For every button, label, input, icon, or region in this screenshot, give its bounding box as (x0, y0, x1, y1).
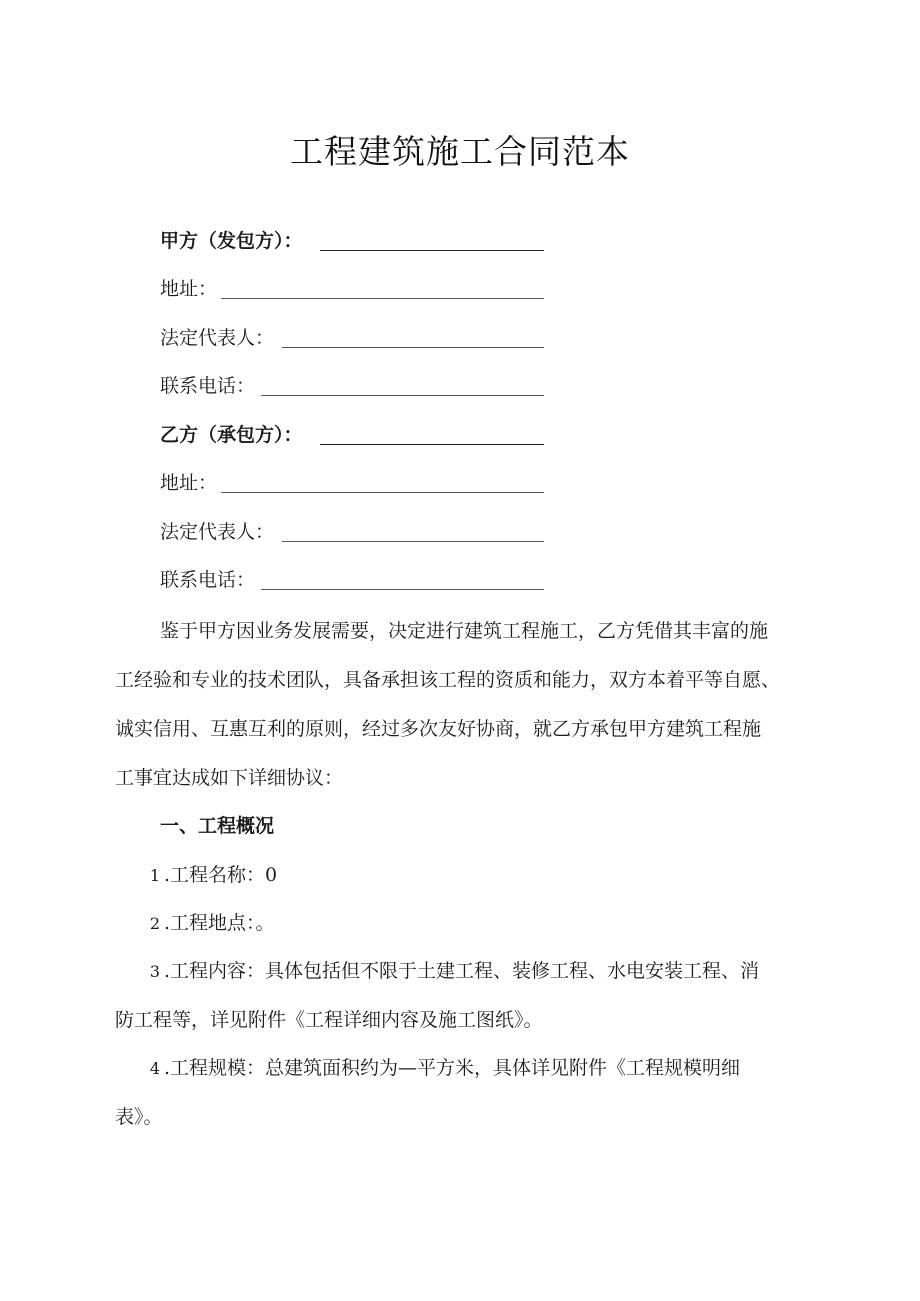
party-a-address-field (160, 274, 217, 304)
party-b-field (160, 420, 303, 450)
intro-line-2: 工经验和专业的技术团队，具备承担该工程的资质和能力，双方本着平等自愿、 (115, 669, 781, 691)
item-text: .工程名称：0 (164, 864, 278, 886)
item-number: 4 (149, 1059, 160, 1078)
party-b-blank[interactable] (320, 444, 544, 445)
intro-line-4: 工事宜达成如下详细协议： (115, 767, 344, 789)
item-text-continued: 表》。 (115, 1106, 163, 1128)
party-a-phone-label: 联系电话： (160, 375, 256, 397)
section-1-heading: 一、工程概况 (160, 815, 275, 837)
party-a-address-label: 地址： (160, 278, 218, 300)
party-a-phone-field (160, 371, 255, 401)
item-text-continued: 防工程等，详见附件《工程详细内容及施工图纸》。 (115, 1009, 543, 1031)
party-b-phone-field (160, 565, 255, 595)
party-b-address-blank[interactable] (221, 492, 544, 493)
party-a-blank[interactable] (320, 250, 544, 251)
party-a-label: 甲方（发包方）： (160, 230, 303, 252)
party-b-phone-blank[interactable] (261, 589, 544, 590)
party-a-phone-blank[interactable] (261, 395, 544, 396)
item-text: .工程地点：。 (164, 912, 275, 934)
party-b-rep-blank[interactable] (282, 541, 544, 542)
party-b-label: 乙方（承包方）： (160, 424, 303, 446)
item-number: 2 (149, 914, 160, 933)
party-b-address-field (160, 468, 217, 498)
section-1-item-1 (115, 851, 805, 900)
party-b-rep-label: 法定代表人： (160, 521, 275, 543)
section-1-item-2 (115, 899, 805, 948)
party-a-rep-blank[interactable] (282, 347, 544, 348)
party-b-rep-field (160, 517, 274, 547)
intro-paragraph (115, 607, 805, 803)
item-text: .工程内容：具体包括但不限于土建工程、装修工程、水电安装工程、消 (164, 960, 760, 982)
party-a-field (160, 226, 303, 256)
section-1-item-4 (115, 1044, 805, 1142)
party-a-address-blank[interactable] (221, 298, 544, 299)
party-a-rep-label: 法定代表人： (160, 327, 275, 349)
party-b-address-label: 地址： (160, 472, 218, 494)
party-b-phone-label: 联系电话： (160, 569, 256, 591)
document-title: 工程建筑施工合同范本 (290, 132, 630, 171)
item-number: 1 (149, 866, 160, 885)
intro-line-1 (115, 607, 805, 656)
item-number: 3 (149, 962, 160, 981)
item-text: .工程规模：总建筑面积约为—平方米，具体详见附件《工程规模明细 (164, 1057, 741, 1079)
party-a-rep-field (160, 323, 274, 353)
intro-line-1-text: 鉴于甲方因业务发展需要，决定进行建筑工程施工，乙方凭借其丰富的施 (160, 620, 769, 642)
section-1-item-3 (115, 947, 805, 1045)
intro-line-3: 诚实信用、互惠互利的原则，经过多次友好协商，就乙方承包甲方建筑工程施 (115, 718, 762, 740)
